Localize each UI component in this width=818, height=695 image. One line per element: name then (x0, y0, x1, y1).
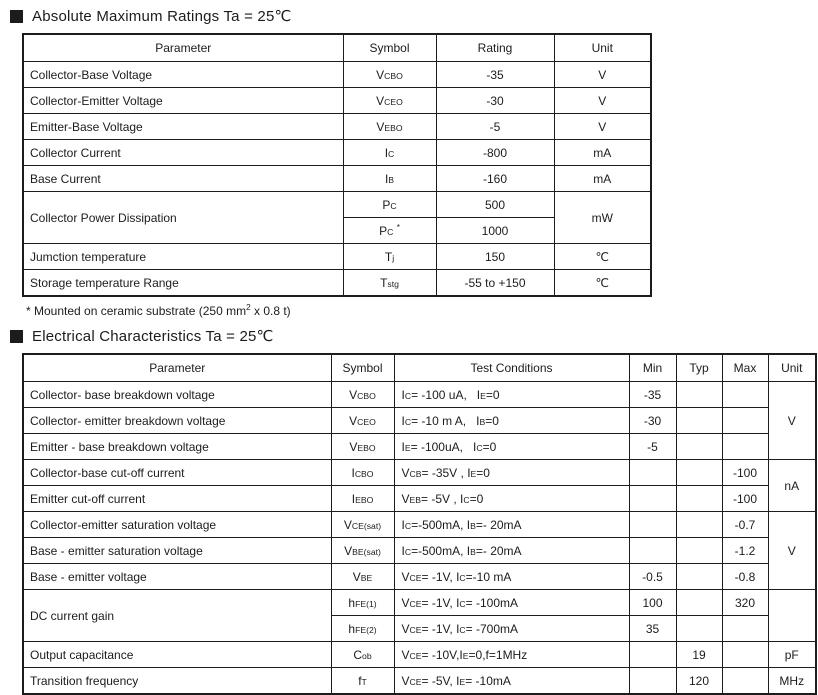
unit-cell: ℃ (554, 270, 651, 297)
rating-cell: -5 (436, 114, 554, 140)
max-cell (722, 382, 768, 408)
symbol-cell: PC * (343, 218, 436, 244)
conditions-cell: IC=-500mA, IB=- 20mA (394, 538, 629, 564)
min-cell: 35 (629, 616, 676, 642)
table-row (23, 434, 816, 460)
parameter-cell: Output capacitance (23, 642, 331, 668)
symbol-cell: hFE(2) (331, 616, 394, 642)
column-header-symbol: Symbol (331, 354, 394, 382)
section-header-electrical-characteristics (10, 327, 818, 345)
column-header-unit: Unit (768, 354, 816, 382)
symbol-cell: Cob (331, 642, 394, 668)
symbol-cell: Tstg (343, 270, 436, 297)
min-cell: -5 (629, 434, 676, 460)
max-cell (722, 642, 768, 668)
max-cell: -0.7 (722, 512, 768, 538)
typ-cell (676, 434, 722, 460)
absolute-maximum-ratings-table (22, 33, 652, 297)
section-title-text: Electrical Characteristics Ta = 25℃ (32, 328, 274, 345)
symbol-cell: IC (343, 140, 436, 166)
rating-cell: -800 (436, 140, 554, 166)
column-header-typ: Typ (676, 354, 722, 382)
unit-cell (768, 590, 816, 642)
min-cell: -35 (629, 382, 676, 408)
column-header-parameter: Parameter (23, 354, 331, 382)
symbol-cell: Tj (343, 244, 436, 270)
max-cell: -0.8 (722, 564, 768, 590)
max-cell (722, 434, 768, 460)
symbol-cell: VCBO (331, 382, 394, 408)
section-bullet-icon (10, 10, 23, 23)
unit-cell: MHz (768, 668, 816, 695)
table-row (23, 486, 816, 512)
unit-cell: V (768, 512, 816, 590)
parameter-cell: Emitter cut-off current (23, 486, 331, 512)
table-row (23, 538, 816, 564)
section-header-absolute-maximum-ratings (10, 7, 818, 25)
conditions-cell: VCE= -5V, IE= -10mA (394, 668, 629, 695)
rating-cell: -30 (436, 88, 554, 114)
parameter-cell: Storage temperature Range (23, 270, 343, 297)
unit-cell: mA (554, 140, 651, 166)
table-row (23, 88, 651, 114)
rating-cell: 150 (436, 244, 554, 270)
table-header-row (23, 354, 816, 382)
max-cell (722, 668, 768, 695)
table-row (23, 192, 651, 218)
table-header-row (23, 34, 651, 62)
symbol-cell: VEBO (343, 114, 436, 140)
parameter-cell: Transition frequency (23, 668, 331, 695)
conditions-cell: VCB= -35V , IE=0 (394, 460, 629, 486)
min-cell (629, 538, 676, 564)
column-header-symbol: Symbol (343, 34, 436, 62)
conditions-cell: VCE= -1V, IC= -700mA (394, 616, 629, 642)
typ-cell (676, 538, 722, 564)
conditions-cell: IC= -10 m A, IB=0 (394, 408, 629, 434)
table-row (23, 408, 816, 434)
symbol-cell: VEBO (331, 434, 394, 460)
min-cell (629, 512, 676, 538)
symbol-cell: IB (343, 166, 436, 192)
conditions-cell: IC=-500mA, IB=- 20mA (394, 512, 629, 538)
table-row (23, 62, 651, 88)
conditions-cell: IC= -100 uA, IE=0 (394, 382, 629, 408)
table-footnote: * Mounted on ceramic substrate (250 $mm^2$ x 0.8 t) (26, 303, 291, 318)
typ-cell (676, 564, 722, 590)
conditions-cell: IE= -100uA, IC=0 (394, 434, 629, 460)
min-cell (629, 642, 676, 668)
parameter-cell: Collector Power Dissipation (23, 192, 343, 244)
max-cell (722, 408, 768, 434)
max-cell: -100 (722, 486, 768, 512)
unit-cell: V (554, 114, 651, 140)
min-cell: -0.5 (629, 564, 676, 590)
table-row (23, 668, 816, 695)
min-cell: -30 (629, 408, 676, 434)
typ-cell (676, 486, 722, 512)
rating-cell: -160 (436, 166, 554, 192)
table-row (23, 140, 651, 166)
symbol-cell: VBE(sat) (331, 538, 394, 564)
rating-cell: -35 (436, 62, 554, 88)
typ-cell: 120 (676, 668, 722, 695)
parameter-cell: Base - emitter saturation voltage (23, 538, 331, 564)
symbol-cell: VCEO (343, 88, 436, 114)
table-row (23, 166, 651, 192)
conditions-cell: VEB= -5V , IC=0 (394, 486, 629, 512)
table-row (23, 590, 816, 616)
parameter-cell: Jumction temperature (23, 244, 343, 270)
parameter-cell: Collector-Base Voltage (23, 62, 343, 88)
table-row (23, 270, 651, 297)
table-row (23, 564, 816, 590)
parameter-cell: Emitter-Base Voltage (23, 114, 343, 140)
unit-cell: V (768, 382, 816, 460)
parameter-cell: DC current gain (23, 590, 331, 642)
table-row (23, 244, 651, 270)
electrical-characteristics-table (22, 353, 817, 695)
max-cell: -1.2 (722, 538, 768, 564)
max-cell (722, 616, 768, 642)
symbol-cell: IEBO (331, 486, 394, 512)
parameter-cell: Emitter - base breakdown voltage (23, 434, 331, 460)
typ-cell (676, 460, 722, 486)
unit-cell: mA (554, 166, 651, 192)
parameter-cell: Collector-emitter saturation voltage (23, 512, 331, 538)
parameter-cell: Collector-base cut-off current (23, 460, 331, 486)
parameter-cell: Collector-Emitter Voltage (23, 88, 343, 114)
min-cell (629, 668, 676, 695)
rating-cell: 500 (436, 192, 554, 218)
column-header-max: Max (722, 354, 768, 382)
table-row (23, 114, 651, 140)
typ-cell (676, 382, 722, 408)
symbol-cell: fT (331, 668, 394, 695)
column-header-parameter: Parameter (23, 34, 343, 62)
parameter-cell: Collector Current (23, 140, 343, 166)
symbol-cell: ICBO (331, 460, 394, 486)
table-row (23, 382, 816, 408)
symbol-cell: VCBO (343, 62, 436, 88)
min-cell: 100 (629, 590, 676, 616)
parameter-cell: Collector- emitter breakdown voltage (23, 408, 331, 434)
symbol-cell: VCEO (331, 408, 394, 434)
section-title-text: Absolute Maximum Ratings Ta = 25℃ (32, 8, 292, 25)
rating-cell: -55 to +150 (436, 270, 554, 297)
min-cell (629, 460, 676, 486)
unit-cell: V (554, 88, 651, 114)
max-cell: 320 (722, 590, 768, 616)
section-bullet-icon (10, 330, 23, 343)
typ-cell: 19 (676, 642, 722, 668)
typ-cell (676, 590, 722, 616)
symbol-cell: VBE (331, 564, 394, 590)
unit-cell: ℃ (554, 244, 651, 270)
symbol-cell: VCE(sat) (331, 512, 394, 538)
conditions-cell: VCE= -10V,IE=0,f=1MHz (394, 642, 629, 668)
typ-cell (676, 408, 722, 434)
unit-cell: V (554, 62, 651, 88)
symbol-cell: hFE(1) (331, 590, 394, 616)
max-cell: -100 (722, 460, 768, 486)
unit-cell: mW (554, 192, 651, 244)
parameter-cell: Collector- base breakdown voltage (23, 382, 331, 408)
symbol-cell: PC (343, 192, 436, 218)
parameter-cell: Base Current (23, 166, 343, 192)
table-row (23, 512, 816, 538)
unit-cell: nA (768, 460, 816, 512)
column-header-min: Min (629, 354, 676, 382)
conditions-cell: VCE= -1V, IC=-10 mA (394, 564, 629, 590)
typ-cell (676, 616, 722, 642)
table-row (23, 460, 816, 486)
conditions-cell: VCE= -1V, IC= -100mA (394, 590, 629, 616)
parameter-cell: Base - emitter voltage (23, 564, 331, 590)
rating-cell: 1000 (436, 218, 554, 244)
min-cell (629, 486, 676, 512)
column-header-rating: Rating (436, 34, 554, 62)
typ-cell (676, 512, 722, 538)
column-header-unit: Unit (554, 34, 651, 62)
column-header-test-conditions: Test Conditions (394, 354, 629, 382)
table-row (23, 642, 816, 668)
unit-cell: pF (768, 642, 816, 668)
